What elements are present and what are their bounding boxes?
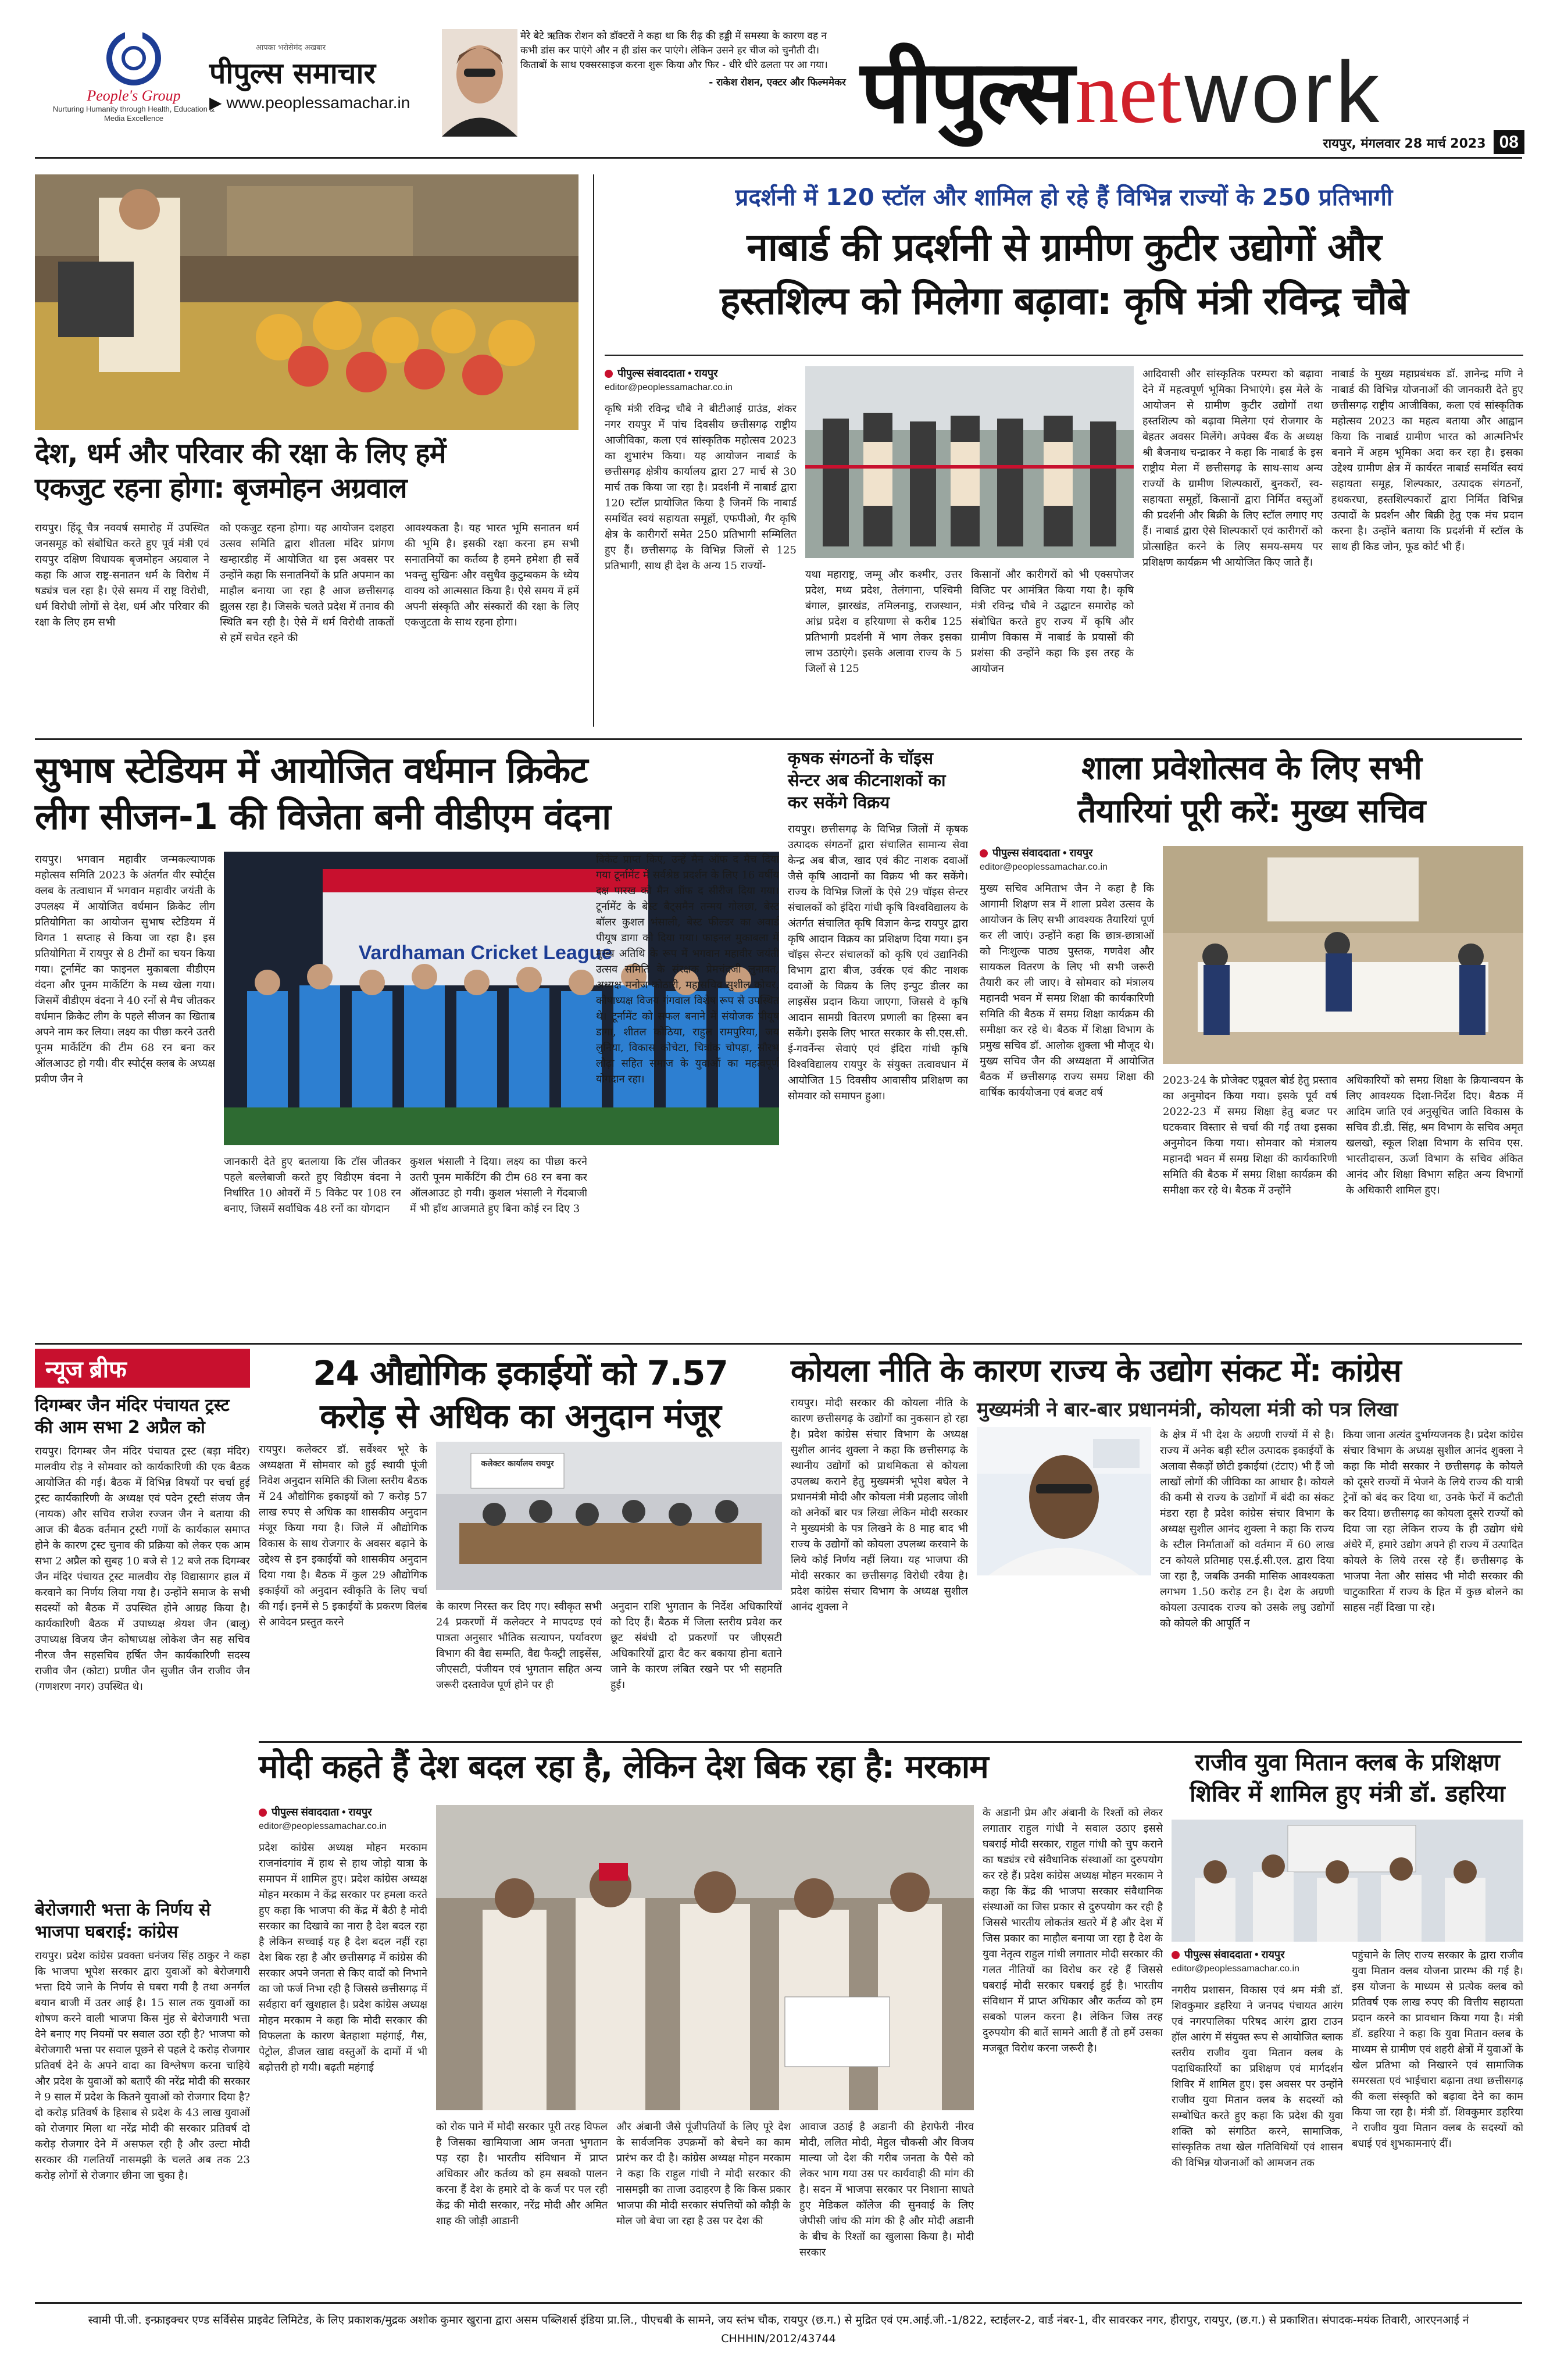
coal-photo-image bbox=[977, 1427, 1151, 1575]
date-text: रायपुर, मंगलवार 28 मार्च 2023 bbox=[1323, 137, 1486, 151]
school-photo-image bbox=[1163, 846, 1523, 1064]
title-work: work bbox=[1184, 43, 1383, 141]
agrawal-headline bbox=[35, 436, 578, 506]
group-name: People's Group bbox=[87, 87, 181, 104]
modi-photo-image bbox=[436, 1805, 974, 2110]
rajiv-byline: पीपुल्स संवाददाता • रायपुर editor@peoplessamachar.co.in bbox=[1172, 1947, 1343, 1974]
agrawal-headline-line2: एकजुट रहना होगा: बृजमोहन अग्रवाल bbox=[35, 472, 407, 505]
rajiv-byline-place: रायपुर bbox=[1261, 1949, 1285, 1960]
school-col2: 2023-24 के प्रोजेक्ट एप्रूवल बोर्ड हेतु प्रस्ताव का अनुमोदन किया गया। इसके पूर्व वर्ष 2022-23 में समग्र शिक्षा हेतु बजट पर घटकवार विस्तार से चर्चा की गई तथा इसका अनुमोदन किया गया। सोमवार को मंत्रालय महानदी भवन में समग्र शिक्षा की कार्यकारिणी समिति की बैठक में समग्र शिक्षा कार्यक्रम की समीक्षा कर रहे थे। बैठक में उन्होंने bbox=[1163, 1074, 1337, 1196]
nabard-col4: आदिवासी और सांस्कृतिक परम्परा को बढ़ावा देने में महत्वपूर्ण भूमिका निभाएंगे। इस मेले के आयोजन से ग्रामीण कुटीर उद्योगों तथा हस्तशिल्प को बढ़ावा मिलेगा एवं रोजगार के बेहतर अवसर मिलेंगे। अपेक्स बैंक के अध्यक्ष श्री बैजनाथ चन्द्राकर ने कहा कि नाबार्ड के इस राष्ट्रीय मेला में छत्तीसगढ़ के साथ-साथ अन्य राज्यों के ग्रामीण शिल्पकारों, बुनकरों, स्व-सहायता समूहों, किसानों द्वारा निर्मित वस्तुओं की प्रदर्शनी और बिक्री के लिए स्टॉल लगाए गए हैं। नाबार्ड द्वारा ऐसे शिल्पकारों एवं कारीगरों को प्रोत्साहित करने के लिए समय-समय पर प्रशिक्षण कार्यक्रम भी आयोजित किए जाते हैं। bbox=[1142, 368, 1323, 569]
school-col3: अधिकारियों को समग्र शिक्षा के क्रियान्वयन के लिए आवश्यक दिशा-निर्देश दिए। बैठक में आदिम जाति एवं अनुसूचित जाति विकास के सचिव डी.डी. सिंह, श्रम विभाग के सचिव अमृत खलखो, स्कूल शिक्षा विभाग के सचिव एस. भारतीदासन, ऊर्जा विभाग के सचिव अंकित आनंद और शिक्षा विभाग सहित अन्य विभागों के अधिकारी शामिल हुए। bbox=[1346, 1074, 1523, 1196]
school-byline-place: रायपुर bbox=[1069, 847, 1093, 859]
paper-name: पीपुल्स समाचार bbox=[209, 56, 376, 90]
coal-headline: कोयला नीति के कारण राज्य के उद्योग संकट में: कांग्रेस bbox=[791, 1352, 1401, 1389]
school-email[interactable]: editor@peoplessamachar.co.in bbox=[980, 862, 1108, 872]
masthead bbox=[0, 0, 1557, 166]
modi-email[interactable]: editor@peoplessamachar.co.in bbox=[259, 1821, 387, 1831]
nabard-col5: नाबार्ड के मुख्य महाप्रबंधक डॉ. ज्ञानेन्द्र मणि ने नाबार्ड की विभिन्न योजनाओं की जानकारी देते हुए छत्तीसगढ़ राष्ट्रीय आजीविका, कला एवं सांस्कृतिक महोत्सव 2023 का महत्व बताया और आह्वान किया कि नाबार्ड ग्रामीण भारत को आत्मनिर्भर बनाने में अहम भूमिका अदा कर रहा है। इसका उद्देश्य ग्रामीण क्षेत्र में कार्यरत नाबार्ड समर्थित स्वयं सहायता समूह, शिल्पकार, उत्पादक संगठनों, हथकरघा, हस्तशिल्पकारों द्वारा निर्मित विभिन्न उत्पादों के प्रदर्शन और बिक्री हेतु एक मंच प्रदान करना है। उन्होंने बताया कि प्रदर्शनी में स्टॉल के साथ ही किड जोन, फूड कोर्ट भी हैं। bbox=[1331, 368, 1523, 553]
grant-headline-line2: करोड़ से अधिक का अनुदान मंजूर bbox=[320, 1396, 721, 1436]
nabard-headline-line2: हस्तशिल्प को मिलेगा बढ़ावा: कृषि मंत्री रविन्द्र चौबे bbox=[720, 278, 1408, 323]
news-brief bbox=[35, 1349, 250, 2308]
seeds-headline: कृषक संगठनों के चॉइस सेन्टर अब कीटनाशकों का कर सकेंगे विक्रय bbox=[788, 748, 946, 812]
title-hindi: पीपुल्स bbox=[860, 41, 1073, 143]
brief-item2-text: रायपुर। प्रदेश कांग्रेस प्रवक्ता धनंजय सिंह ठाकुर ने कहा कि भाजपा भूपेश सरकार द्वारा युवाओं को बेरोजगारी भत्ता दिये जाने के निर्णय से घबरा गयी है तथा अनर्गल बयान बाजी में उतर आई है। 15 साल तक युवाओं का शोषण करने वाली भाजपा किस मुंह से बेरोजगारी भत्ता देने बनाए गए नियमों पर सवाल उठा रही है? भाजपा को बेरोजगारी भत्ता पर सवाल पूछने से पहले दे करोड़ रोजगार प्रतिवर्ष देने के अपने वादा का विश्लेषण करना चाहिये और प्रदेश के युवाओं को बताएँ की नरेंद्र मोदी की सरकार ने 9 साल में प्रदेश के कितने युवाओं को रोजगार दिया है? दो करोड़ प्रतिवर्ष के हिसाब से प्रदेश के 43 लाख युवाओं को रोजगार मिला था नरेंद्र मोदी की सरकार प्रतिवर्ष दो करोड़ रोजगार देने में असफल रही है और उल्टा मोदी सरकार की गलतियाँ नासमझी के चलते अब तक 23 करोड़ लोगों से रोजगार छीना जा चुका है। bbox=[35, 1950, 250, 2182]
school-byline-dot-icon bbox=[980, 849, 988, 857]
footer-rule bbox=[35, 2302, 1522, 2304]
modi-byline: पीपुल्स संवाददाता • रायपुर editor@peoplessamachar.co.in bbox=[259, 1805, 427, 1832]
quote-block bbox=[520, 29, 846, 145]
modi-col4: आवाज उठाई है अडानी की हेराफेरी नीरव मोदी, ललित मोदी, मेहुल चौकसी और विजय माल्या जो देश की गरीब जनता के पैसे को लेकर भाग गया उस पर कार्यवाही की मांग की है। सदन में भाजपा सरकार पर निशाना साधते हुए मेडिकल कॉलेज की सुनवाई के लिए जेपीसी जांच की मांग की है और मोदी अडानी के बीच के रिश्तों का खुलासा किया है। मोदी सरकार bbox=[799, 2121, 974, 2259]
school-byline: पीपुल्स संवाददाता • रायपुर editor@peoplessamachar.co.in bbox=[980, 846, 1154, 873]
agrawal-headline-line1: देश, धर्म और परिवार की रक्षा के लिए हमें bbox=[35, 437, 446, 470]
coal-col1: रायपुर। मोदी सरकार की कोयला नीति के कारण छत्तीसगढ़ के उद्योगों का नुकसान हो रहा है। प्रदेश कांग्रेस संचार विभाग के अध्यक्ष सुशील आनंद शुक्ला ने कहा कि छत्तीसगढ़ के स्थानीय उद्योगों को प्राथमिकता से कोयला उपलब्ध कराने हेतु मुख्यमंत्री भूपेश बघेल ने प्रधानमंत्री मोदी और कोयला मंत्री प्रहलाद जोशी को अनेकों बार पत्र लिखा लेकिन मोदी सरकार ने मुख्यमंत्री के पत्र लिखने के 8 माह बाद भी राज्य के उद्योगों को कोयला उपलब्ध करवाने के लिये कोई निर्णय नहीं लिया। यह भाजपा की मोदी सरकार का छत्तीसगढ़ विरोधी रवैया है। प्रदेश कांग्रेस संचार विभाग के अध्यक्ष सुशील आनंद शुक्ला ने bbox=[791, 1397, 968, 1613]
cricket-col1: रायपुर। भगवान महावीर जन्मकल्याणक महोत्सव समिति 2023 के अंतर्गत वीर स्पोर्ट्स क्लब के तत्वाधान में भगवान महावीर जयंती के उपलक्ष्य में आयोजित वर्धमान क्रिकेट लीग प्रतियोगिता का आयोजन सुभाष स्टेडियम में विगत 1 सप्ताह से किया जा रहा है। इस प्रतियोगिता में रायपुर से 8 टीमों का चयन किया गया। टूर्नामेंट का फाइनल मुकाबला वीडीएम वंदना और पूनम मार्केटिंग के मध्य खेला गया। जिसमें वीडीएम वंदना ने 40 रनों से मैच जीतकर वर्धमान क्रिकेट लीग के पहले सीजन का खिताब अपने नाम कर लिया। लक्ष्य का पीछा करने उतरी पूनम मार्केटिंग की टीम 68 रन बना कर ऑलआउट हो गयी। वीर स्पोर्ट्स क्लब के अध्यक्ष प्रवीण जैन ने bbox=[35, 853, 215, 1085]
masthead-rule bbox=[35, 157, 1522, 159]
grant-col3: अनुदान राशि भुगतान के निर्देश अधिकारियों को दिए हैं। बैठक में जिला स्तरीय प्रवेश कर छूट संबंधी दो प्रकरणों पर जीएसटी अधिकारियों द्वारा वैट कर बकाया होना बताने जाने के कारण लंबित रखने पर भी सहमति हुई। bbox=[610, 1600, 782, 1691]
agrawal-col3: आवश्यकता है। यह भारत भूमि सनातन धर्म की भूमि है। इसकी रक्षा करना हम सभी सनातनियों का कर्तव्य है हमने हमेशा ही सर्वे भवन्तु सुखिनः और वसुधैव कुटुम्बकम के ध्येय वाक्य को आत्मसात किया है। ऐसे समय में हमें अपनी संस्कृति और संस्कारों की रक्षा के लिए एकजुटता के साथ रहना होगा। bbox=[405, 522, 579, 628]
cricket-banner-text: Vardhaman Cricket League bbox=[358, 942, 613, 964]
modi-photo bbox=[436, 1805, 974, 2110]
grant-col2: के कारण निरस्त कर दिए गए। स्वीकृत सभी 24 प्रकरणों में कलेक्टर ने मापदण्ड एवं पात्रता अनुसार भौतिक सत्यापन, पर्यावरण विभाग की वैद्य सम्मति, वैद्य फैक्ट्री लाइसेंस, जीएसटी, पंजीयन एवं भुगतान सहित अन्य जरूरी दस्तावेज पूर्ण होने पर ही bbox=[436, 1600, 602, 1691]
nabard-col1: कृषि मंत्री रविन्द्र चौबे ने बीटीआई ग्राउंड, शंकर नगर रायपुर में पांच दिवसीय छत्तीसगढ़ राष्ट्रीय आजीविका, कला एवं सांस्कृतिक महोत्सव 2023 का शुभारंभ किया। यह आयोजन नाबार्ड के छत्तीसगढ़ क्षेत्रीय कार्यालय द्वारा 27 मार्च से 30 मार्च तक किया जा रहा है। प्रदर्शनी में नाबार्ड द्वारा 120 स्टॉल प्रायोजित किया है जिनमें कि नाबार्ड समर्थित स्वयं सहायता समूहों, एफपीओ, गैर कृषि क्षेत्र के कारीगरों समेत 250 प्रतिभागी सम्मिलित हुए हैं। छत्तीसगढ़ के विभिन्न जिलों से 125 प्रतिभागी, साथ ही देश के अन्य 15 राज्यों- bbox=[605, 403, 797, 572]
news-brief-title: न्यूज ब्रीफ bbox=[35, 1349, 250, 1388]
school-photo bbox=[1163, 846, 1523, 1064]
nabard-email[interactable]: editor@peoplessamachar.co.in bbox=[605, 383, 733, 392]
paper-small-label: आपका भरोसेमंद अखबार bbox=[256, 44, 326, 52]
brief-item1-text: रायपुर। दिगम्बर जैन मंदिर पंचायत ट्रस्ट (बड़ा मंदिर) मालवीय रोड़ ने सोमवार को कार्यकारिणी की एक बैठक आयोजित की गई। बैठक में विभिन्न विषयों पर चर्चा हुई ट्रस्ट कार्यकारिणी के अध्यक्ष एवं पदेन ट्रस्टी संजय जैन (नायक) और सचिव राजेश रज्जन जैन ने बताया की आज की बैठक वर्तमान ट्रस्टी गणों के कार्यकाल समाप्त होने के कारण ट्रस्ट चुनाव की प्रक्रिया को लेकर एक आम सभा 2 अप्रैल को सुबह 10 बजे से 12 बजे तक दिगम्बर जैन मंदिर पंचायत ट्रस्ट मालवीय रोड़ विद्यासागर हाल में करवाने का निर्णय लिया गया है। उन्होंने समाज के सभी सदस्यों को बैठक में उपस्थित होने आग्रह किया है। कार्यकारिणी बैठक में उपाध्यक्ष श्रेयश जैन (बालू) उपाध्यक्ष विजय जैन कोषाध्यक्ष लोकेश जैन सह सचिव नीरज जैन सहसचिव हर्षित जैन कार्यकारिणी सदस्य राजीव जैन (कोटा) प्रणीत जैन सुजीत जैन राजीव जैन (गणशरण नगर) उपस्थित थे। bbox=[35, 1445, 250, 1693]
modi-col5: के अडानी प्रेम और अंबानी के रिश्तों को लेकर लगातार राहुल गांधी ने सवाल उठाए इससे घबराई मोदी सरकार, राहुल गांधी को चुप कराने का षड्यंत्र रचे संवैधानिक संस्थाओं का दुरुपयोग कर रहे हैं। प्रदेश कांग्रेस अध्यक्ष मोहन मरकाम ने कहा कि केंद्र की भाजपा सरकार संवैधानिक संस्थाओं का जिस प्रकार से दुरुपयोग कर रही है जिससे भारतीय लोकतंत्र खतरे में है और देश में जिस प्रकार का माहौल बनाया जा रहा है देश के युवा नेतृत्व राहुल गांधी लगातार मोदी सरकार की गलत नीतियों का विरोध कर रहे हैं जिससे घबराई मोदी सरकार घबराई हुई है। भारतीय संविधान में प्राप्त अधिकार और कर्तव्य को हम सबको पालन करना है। लेकिन जिस तरह दुरुपयोग की बातें सामने आती हैं तो हमें उसका मजबूत विरोध करना जरूरी है। bbox=[983, 1807, 1163, 2054]
rajiv-byline-dot-icon bbox=[1172, 1951, 1180, 1959]
paper-logo bbox=[209, 42, 442, 141]
grant-photo bbox=[436, 1442, 782, 1590]
vertical-rule-top bbox=[593, 174, 594, 727]
modi-col2: को रोक पाने में मोदी सरकार पूरी तरह विफल है जिसका खामियाजा आम जनता भुगतान पड़ रहा है। भारतीय संविधान में प्राप्त अधिकार और कर्तव्य को हम सबको पालन करना हैं देश के हमारे दो के कर्ज पर पल रही केंद्र की मोदी सरकार, नरेंद्र मोदी और अमित शाह की जोड़ी आडानी bbox=[436, 2121, 608, 2227]
rajiv-headline-line2: शिविर में शामिल हुए मंत्री डॉ. डहरिया bbox=[1190, 1781, 1505, 1807]
modi-byline-dot-icon bbox=[259, 1809, 267, 1817]
modi-headline: मोदी कहते हैं देश बदल रहा है, लेकिन देश बिक रहा है: मरकाम bbox=[259, 1748, 988, 1786]
rajiv-headline bbox=[1172, 1747, 1523, 1810]
coal-photo bbox=[977, 1427, 1151, 1575]
coal-subhead: मुख्यमंत्री ने बार-बार प्रधानमंत्री, कोयला मंत्री को पत्र लिखा bbox=[977, 1398, 1398, 1421]
nabard-photo-image bbox=[805, 366, 1134, 558]
modi-col3: और अंबानी जैसे पूंजीपतियों के लिए पूरे देश के सार्वजनिक उपक्रमों को बेचने का काम प्रारंभ कर दी है। कांग्रेस अध्यक्ष मोहन मरकाम ने कहा कि राहुल गांधी ने मोदी सरकार की नासमझी का ताजा उदाहरण है कि किस प्रकार भाजपा की मोदी सरकार संपत्तियों को कौड़ी के मोल जो बेचा जा रहा है उस पर देश की bbox=[616, 2121, 791, 2227]
quote-author: - राकेश रोशन, एक्टर और फिल्ममेकर bbox=[709, 77, 846, 88]
grant-headline-line1: 24 औद्योगिक इकाईयों को 7.57 bbox=[313, 1353, 728, 1393]
rajiv-email[interactable]: editor@peoplessamachar.co.in bbox=[1172, 1964, 1299, 1974]
cricket-col2: जानकारी देते हुए बतलाया कि टॉस जीतकर पहले बल्लेबाजी करते हुए विडीएम वंदना ने निर्धारित 10 ओवरों में 5 विकेट पर 108 रन बनाए, जिसमें सर्वाधिक 48 रनों का योगदान bbox=[224, 1156, 401, 1215]
school-headline-line2: तैयारियां पूरी करें: मुख्य सचिव bbox=[1077, 792, 1426, 830]
coal-col3: किया जाना अत्यंत दुर्भाग्यजनक है। प्रदेश कांग्रेस संचार विभाग के अध्यक्ष सुशील आनंद शुक्ला ने कहा कि मोदी सरकार ने छत्तीसगढ़ के कोयले को दूसरे राज्यों में भेजने के लिये राज्य की यात्री ट्रेनों को बंद कर दिया था, उनके फेरों में कटौती कर दिया। छत्तीसगढ़ का कोयला दूसरे राज्यों को दिया जा रहा लेकिन राज्य के ही उद्योग धंधे अंधेरे में, हमारे उद्योग अपने ही राज्य में उत्पादित कोयले के लिये तरस रहे हैं। छत्तीसगढ़ के भाजपा नेता और सांसद भी मोदी सरकार की चाटुकारिता में राज्य के हित में कुछ बोलने का साहस नहीं दिखा पा रहे। bbox=[1343, 1429, 1523, 1614]
cricket-headline-line2: लीग सीजन-1 की विजेता बनी वीडीएम वंदना bbox=[35, 795, 611, 838]
school-headline bbox=[980, 747, 1523, 833]
cricket-headline bbox=[35, 747, 779, 840]
portrait-image bbox=[442, 29, 517, 137]
modi-col1: प्रदेश कांग्रेस अध्यक्ष मोहन मरकाम राजनांदगांव में हाथ से हाथ जोड़ो यात्रा के समापन में शामिल हुए। प्रदेश कांग्रेस अध्यक्ष मोहन मरकाम ने केंद्र सरकार पर हमला करते हुए कहा कि भाजपा की केंद्र में बैठी है मोदी सरकार का दिखावे का नारा है देश बदल रहा है लेकिन सच्चाई यह है देश बदल नहीं रहा देश बिक रहा है और छत्तीसगढ़ में कांग्रेस की सरकार अपने जनता से किए वादों को निभाने का जो फर्ज निभा रही है जिससे छत्तीसगढ़ में सर्वहारा वर्ग खुशहाल है। प्रदेश कांग्रेस अध्यक्ष मोहन मरकाम ने कहा कि मोदी सरकार की विफलता के कारण बेतहाशा महंगाई, गैस, पेट्रोल, डीजल खाद्य वस्तुओं के दामों में भी बढ़ोत्तरी हो गयी। बढ़ती महंगाई bbox=[259, 1842, 427, 2074]
modi-byline-place: रायपुर bbox=[348, 1806, 372, 1818]
rajiv-byline-name: पीपुल्स संवाददाता bbox=[1184, 1949, 1252, 1960]
footer-imprint: स्वामी पी.जी. इन्फ्राइक्चर एण्ड सर्विसेस प्राइवेट लिमिटेड, के लिए प्रकाशक/मुद्रक अशोक कुमार खुराना द्वारा असम पब्लिशर्स इंडिया प्रा.लि., पीएचबी के सामने, जय स्तंभ चौक, रायपुर (छ.ग.) से मुद्रित एवं एम.आई.जी.-1/822, स्टाईलर-2, वार्ड नंबर-1, वीर सावरकर नगर, हीरापुर, रायपुर, (छ.ग.) से प्रकाशित। संपादक-मयंक तिवारी, आरएनआई नं CHHHIN/2012/43744 bbox=[88, 2314, 1469, 2345]
section-rule-3 bbox=[259, 1741, 1522, 1743]
nabard-kicker-text: प्रदर्शनी में 120 स्टॉल और शामिल हो रहे हैं विभिन्न राज्यों के 250 प्रतिभागी bbox=[735, 184, 1393, 211]
seeds-text: रायपुर। छत्तीसगढ़ के विभिन्न जिलों में कृषक उत्पादक संगठनों द्वारा संचालित सामान्य सेवा केन्द्र अब बीज, खाद एवं कीट नाशक दवाओं जैसे कृषि आदानों का विक्रय भी कर सकेंगे। राज्य के विभिन्न जिलों के ऐसे 29 चॉइस सेन्टर संचालकों को इंदिरा गांधी कृषि विश्वविद्यालय के अंतर्गत संचालित कृषि विज्ञान केन्द्र रायपुर द्वारा कृषि आदान विक्रय का प्रशिक्षण दिया गया। इन चॉइस सेन्टर संचालकों को कृषि एवं उद्यानिकी विभाग द्वारा बीज, उर्वरक एवं कीट नाशक दवाओं के विक्रय के लिए इन्पुट डीलर का लाइसेंस प्रदान किया जाएगा, जिससे वे कृषि आदान सामग्री वितरण प्रणाली का हिस्सा बन सकेंगे। इसके लिए भारत सरकार के सी.एस.सी. ई-गवर्नेन्स सेवाएं एवं इंदिरा गांधी कृषि विश्वविद्यालय रायपुर के संयुक्त तत्वावधान में आयोजित 15 दिवसीय आवासीय प्रशिक्षण का सोमवार को समापन हुआ। bbox=[788, 823, 968, 1102]
quote-portrait bbox=[442, 29, 517, 137]
nabard-byline-name: पीपुल्स संवाददाता bbox=[617, 367, 685, 379]
byline-dot-icon bbox=[605, 370, 613, 378]
agrawal-photo-image bbox=[35, 174, 578, 430]
page-number: 08 bbox=[1494, 130, 1524, 154]
rajiv-photo-image bbox=[1172, 1820, 1523, 1942]
group-logo-icon bbox=[102, 29, 166, 87]
brief-item1-headline: दिगम्बर जैन मंदिर पंचायत ट्रस्ट की आम सभा 2 अप्रैल को bbox=[35, 1395, 230, 1438]
nabard-headline bbox=[605, 221, 1523, 328]
coal-col2: के क्षेत्र में भी देश के अग्रणी राज्यों में से है। राज्य में अनेक बड़ी स्टील उत्पादक इकाईयों के अलावा सैकड़ों छोटी इकाईयां (टंटाए) भी हैं जो लाखों लोगों की जीविका का आधार है। कोयले की कमी से राज्य के उद्योगों में बंदी का संकट मंडरा रहा है प्रदेश कांग्रेस संचार विभाग के अध्यक्ष सुशील आनंद शुक्ला ने कहा कि राज्य के स्टील निर्माताओं को वर्तमान में 60 लाख टन कोयले प्रतिमाह एस.ई.सी.एल. द्वारा दिया जा रहा है, जबकि उनकी मासिक आवश्यकता लगभग 1.50 करोड़ टन है। देश के अग्रणी कोयला उत्पादक राज्य को उसके लघु उद्योगों को कोयले की आपूर्ति न bbox=[1160, 1429, 1334, 1629]
link-icon: ▶ bbox=[209, 94, 222, 112]
nabard-col3: किसानों और कारीगरों को भी एक्सपोजर विजिट पर आमंत्रित किया गया है। कृषि मंत्री रविन्द्र चौबे ने उद्घाटन समारोह को संबोधित करते हुए राज्य में कृषि और ग्रामीण विकास में नाबार्ड के प्रयासों की प्रशंसा की उन्होंने कहा कि इस तरह के आयोजन bbox=[971, 569, 1134, 675]
rajiv-photo bbox=[1172, 1820, 1523, 1942]
section-rule-1 bbox=[35, 738, 1522, 740]
title-net: net bbox=[1075, 45, 1182, 141]
nabard-kicker bbox=[605, 180, 1523, 212]
agrawal-photo bbox=[35, 174, 578, 430]
cricket-headline-line1: सुभाष स्टेडियम में आयोजित वर्धमान क्रिकेट bbox=[35, 749, 588, 791]
group-logo bbox=[47, 29, 221, 145]
rajiv-col2: पहुंचाने के लिए राज्य सरकार के द्वारा राजीव युवा मितान क्लब योजना प्रारम्भ की गई है। इस योजना के माध्यम से प्रत्येक क्लब को प्रतिवर्ष एक लाख रुपए की वित्तीय सहायता प्रदान करने का प्रावधान किया गया है। मंत्री डॉ. डहरिया ने कहा कि युवा मितान क्लब के माध्यम से ग्रामीण एवं शहरी क्षेत्रों में युवाओं के खेल प्रतिभा को निखारने एवं सामाजिक समरसता एवं भाईचारा बढ़ाना तथा छत्तीसगढ़ की कला संस्कृति को बढ़ावा देने का काम किया जा रहा है। मंत्री डॉ. शिवकुमार डहरिया ने राजीव युवा मितान क्लब के सदस्यों को बधाई एवं शुभकामनाएं दीं। bbox=[1352, 1949, 1523, 2150]
cricket-col3: कुशल भंसाली ने दिया। लक्ष्य का पीछा करने उतरी पूनम मार्केटिंग की टीम 68 रन बना कर ऑलआउट हो गयी। कुशल भंसाली ने गेंदबाजी में भी हाँथ आजमाते हुए बिना कोई रन दिए 3 bbox=[410, 1156, 587, 1215]
school-headline-line1: शाला प्रवेशोत्सव के लिए सभी bbox=[1081, 749, 1422, 787]
modi-byline-name: पीपुल्स संवाददाता bbox=[272, 1806, 340, 1818]
nabard-col2: यथा महाराष्ट्र, जम्मू और कश्मीर, उत्तर प्रदेश, मध्य प्रदेश, तेलंगाना, पश्चिमी बंगाल, झारखंड, तमिलनाडु, राजस्थान, आंध्र प्रदेश व हरियाणा से करीब 125 प्रतिभागी प्रदर्शनी में भाग लेकर इसका लाभ उठाएंगे। इसके अलावा राज्य के 5 जिलों से 125 bbox=[805, 569, 962, 675]
cricket-col4: विकेट प्राप्त किए, उन्हें मैन ऑफ द मैच दिया गया टूर्नामेंट में सर्वश्रेष्ठ प्रदर्शन के लिए 16 वर्षीय दक्ष पारख को मैन ऑफ द सीरीज दिया गया। टूर्नामेंट के बेस्ट बैट्समैन तन्मय गोलछा, बेस्ट बॉलर कुशल भंसाली, बेस्ट फील्डर का अवार्ड पीयूष डागा को दिया गया। फाइनल मुकाबला में मुख्य अतिथि के रूप में भगवान महावीर जयंती उत्सव समिति के संरक्षक प्रेमचंदजी लुनावत, अध्यक्ष मनोज कोठारी, महासचिव सुशील कोचर, कोषाध्यक्ष विजय गंगवाल विशेष रूप से उपस्थित थे। टूर्नामेंट को सफल बनाने में संयोजक पीयूष डागा, शीतल कोठिया, राहुल रामपुरिया, जय लुनिया, विकास कोचेटा, चित्रांक चोपड़ा, सौरभ लोढ़ा सहित समाज के युवाओं का महत्वपूर्ण योगदान रहा। bbox=[596, 853, 779, 1085]
rajiv-headline-line1: राजीव युवा मितान क्लब के प्रशिक्षण bbox=[1195, 1749, 1500, 1776]
nabard-headline-line1: नाबार्ड की प्रदर्शनी से ग्रामीण कुटीर उद्योगों और bbox=[747, 225, 1381, 270]
website-link[interactable]: www.peoplessamachar.in bbox=[226, 94, 410, 112]
school-byline-name: पीपुल्स संवाददाता bbox=[992, 847, 1060, 859]
agrawal-col2: को एकजुट रहना होगा। यह आयोजन दशहरा उत्सव समिति द्वारा शीतला मंदिर प्रांगण खम्हारडीह में आयोजित था इस अवसर पर उन्होंने कहा कि सनातनियों के प्रति अपमान का माहौल बनाया जा रहा है आज छत्तीसगढ़ झुलस रहा है। जिसके चलते प्रदेश में तनाव की स्थिति बन रही है। ऐसे में धर्म विरोधी ताकतों से हमें सचेत रहने की bbox=[220, 522, 394, 644]
brief-item2-headline: बेरोजगारी भत्ता के निर्णय से भाजपा घबराई: कांग्रेस bbox=[35, 1900, 211, 1942]
nabard-photo bbox=[805, 366, 1134, 558]
nabard-byline: पीपुल्स संवाददाता • रायपुर editor@peoplessamachar.co.in bbox=[605, 366, 797, 393]
rajiv-col1: नगरीय प्रशासन, विकास एवं श्रम मंत्री डॉ. शिवकुमार डहरिया ने जनपद पंचायत आरंग एवं नगरपालिका परिषद आरंग द्वारा टाउन हॉल आरंग में संयुक्त रूप से आयोजित ब्लाक स्तरीय राजीव युवा मितान क्लब के पदाधिकारियों का प्रशिक्षण एवं मार्गदर्शन शिविर में शामिल हुए। इस अवसर पर उन्होंने राजीव युवा मितान क्लब के सदस्यों को सम्बोधित करते हुए कहा कि प्रदेश की युवा शक्ति को संगठित करने, सामाजिक, सांस्कृतिक तथा खेल गतिविधियों एवं शासन की विभिन्न योजनाओं को आमजन तक bbox=[1172, 1984, 1343, 2169]
nabard-rule bbox=[605, 355, 1523, 356]
quote-text: मेरे बेटे ऋतिक रोशन को डॉक्टरों ने कहा था कि रीढ़ की हड्डी में समस्या के कारण वह न कभी डांस कर पाएंगे और न ही डांस कर पाएंगे। लेकिन उसने हर चीज को चुनौती दी। किताबों के साथ एक्सरसाइज करना शुरू किया और फिर - धीरे धीरे ढलता पर आ गया। bbox=[520, 30, 828, 71]
seeds-story bbox=[788, 747, 968, 1334]
nabard-byline-place: रायपुर bbox=[694, 367, 718, 379]
dateline bbox=[1323, 133, 1524, 152]
grant-col1: रायपुर। कलेक्टर डॉ. सर्वेश्वर भूरे के अध्यक्षता में सोमवार को हुई स्थायी पूंजी निवेश अनुदान समिति की जिला स्तरीय बैठक में 24 औद्योगिक इकाइयों को 7 करोड़ 57 लाख रुपए से अधिक का शासकीय अनुदान मंजूर किया गया है। जिले में औद्योगिक विकास के साथ रोजगार के अवसर बढ़ाने के उद्देश्य से इन इकाईयों को शासकीय अनुदान दिया गया है। बैठक में कुल 29 औद्योगिक इकाईयों को अनुदान स्वीकृति के लिए चर्चा की गई। इनमें से 5 इकाईयों के प्रकरण विलंब से आवेदन प्रस्तुत करने bbox=[259, 1443, 427, 1628]
grant-photo-sign: कलेक्टर कार्यालय रायपुर bbox=[481, 1459, 554, 1468]
agrawal-col1: रायपुर। हिंदू चैत्र नववर्ष समारोह में उपस्थित जनसमूह को संबोधित करते हुए पूर्व मंत्री एवं रायपुर दक्षिण विधायक बृजमोहन अग्रवाल ने कहा कि आज राष्ट्र-सनातन धर्म के विरोध में षड्यंत्र चल रहा है। ऐसे समय में राष्ट्र विरोधी, धर्म विरोधी लोगों से देश, धर्म और परिवार की रक्षा के लिए हम सभी bbox=[35, 522, 209, 628]
school-col1: मुख्य सचिव अमिताभ जैन ने कहा है कि आगामी शिक्षण सत्र में शाला प्रवेश उत्सव के आयोजन के लिए सभी आवश्यक तैयारियां पूर्ण कर ली जाएं। उन्होंने कहा कि छात्र-छात्राओं को निःशुल्क पाठ्य पुस्तक, गणवेश और सायकल वितरण के लिए भी सभी जरूरी तैयारी कर ली जाए। वे सोमवार को मंत्रालय महानदी भवन में समग्र शिक्षा की कार्यकारिणी समिति की बैठक में समग्र शिक्षा कार्यक्रम की समीक्षा कर रहे थे। बैठक में शिक्षा विभाग के प्रमुख सचिव डॉ. आलोक शुक्ला भी मौजूद थे। मुख्य सचिव जैन की अध्यक्षता में आयोजित बैठक में छत्तीसगढ़ राज्य समग्र शिक्षा की वार्षिक कार्ययोजना एवं बजट वर्ष bbox=[980, 882, 1154, 1099]
section-rule-2 bbox=[35, 1343, 1522, 1345]
grant-headline bbox=[259, 1352, 782, 1438]
group-tagline: Nurturing Humanity through Health, Education & Media Excellence bbox=[52, 105, 215, 123]
